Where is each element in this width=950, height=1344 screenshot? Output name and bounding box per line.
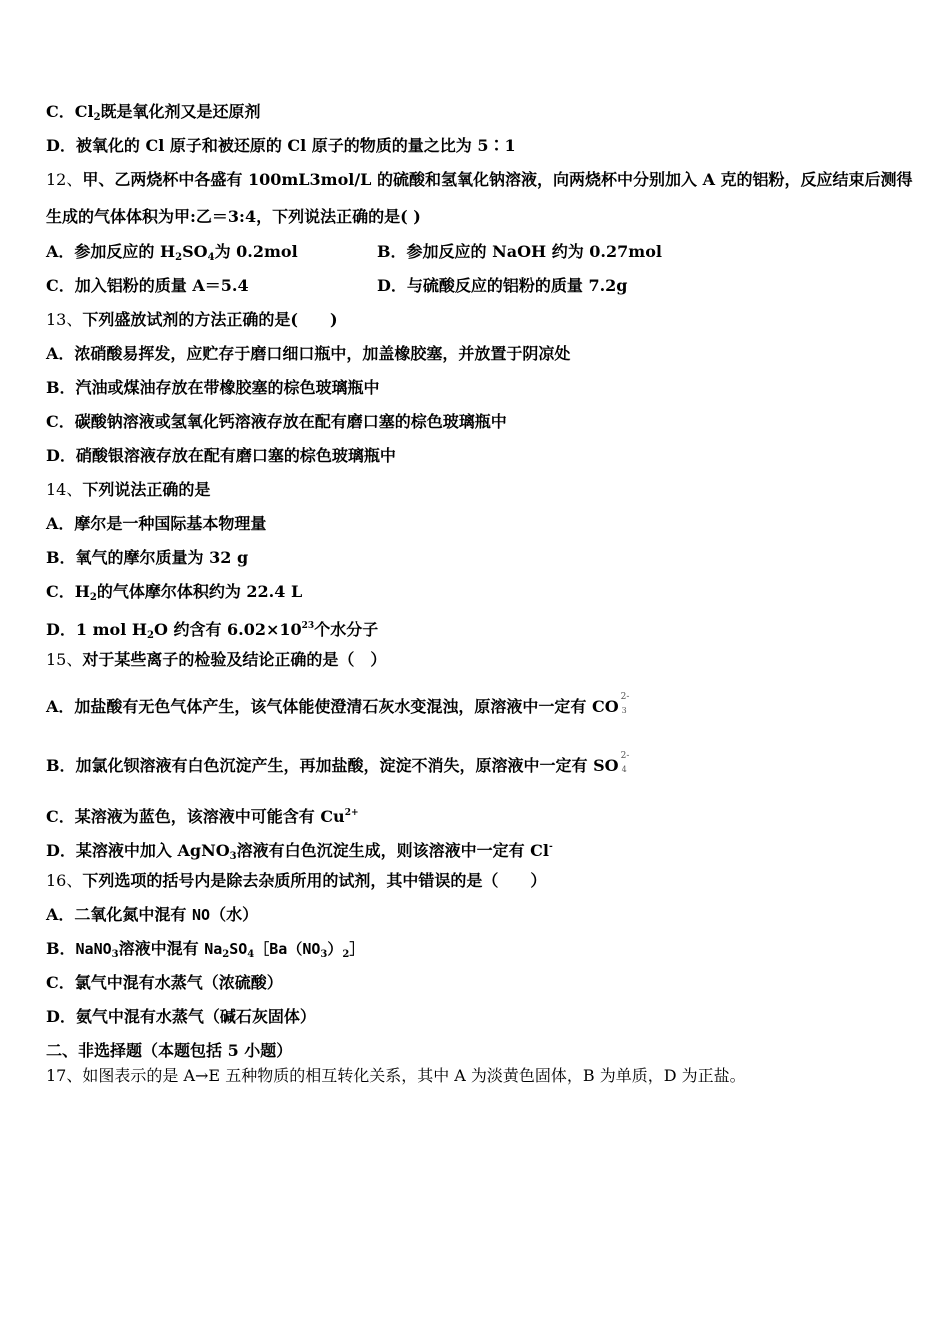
option-text: 加氯化钡溶液有白色沉淀产生，再加盐酸，淀淀不消失，原溶液中一定有 SO — [75, 756, 619, 775]
q15-stem — [46, 649, 386, 671]
option-text: 溶液有白色沉淀生成，则该溶液中一定有 Cl — [236, 841, 549, 860]
option-text: 浓硝酸易挥发，应贮存于磨口细口瓶中，加盖橡胶塞，并放置于阴凉处 — [74, 344, 571, 363]
option-text: 氯气中混有水蒸气（浓硫酸） — [74, 973, 283, 992]
formula-text: H — [74, 582, 90, 601]
q12-option-b — [377, 241, 662, 263]
formula-text: ） — [327, 940, 343, 958]
formula-text: Na — [204, 940, 223, 958]
option-letter: B． — [46, 939, 76, 958]
option-text: O 约含有 6.02×10 — [153, 620, 302, 639]
option-letter: D． — [46, 446, 76, 465]
subscript: 3 — [320, 949, 328, 960]
option-letter: B． — [46, 548, 76, 567]
option-letter: A． — [46, 905, 75, 924]
option-letter: D． — [46, 1007, 76, 1026]
option-letter: C． — [46, 276, 75, 295]
q15-option-d — [46, 836, 553, 868]
option-letter: B． — [377, 242, 407, 261]
q11-option-d — [46, 135, 516, 157]
option-text: 摩尔是一种国际基本物理量 — [74, 514, 267, 533]
formula-text: 1 mol H — [75, 620, 147, 639]
question-stem: 如图表示的是 A→E 五种物质的相互转化关系，其中 A 为淡黄色固体，B 为单质，D 为正盐。 — [82, 1066, 746, 1085]
q14-option-a — [46, 513, 266, 535]
option-letter: D． — [46, 136, 76, 155]
option-text: （水） — [210, 905, 259, 924]
question-stem: 对于某些离子的检验及结论正确的是（ ） — [82, 650, 387, 669]
option-letter: B． — [46, 378, 76, 397]
option-text: 与硫酸反应的铝粉的质量 7.2g — [406, 276, 628, 295]
ion-index: 3 — [621, 706, 627, 715]
option-text: 某溶液为蓝色，该溶液中可能含有 Cu — [74, 807, 345, 826]
option-text: 碳酸钠溶液或氢氧化钙溶液存放在配有磨口塞的棕色玻璃瓶中 — [74, 412, 507, 431]
q13-option-d — [46, 445, 396, 467]
subscript: 2 — [146, 630, 154, 641]
question-number: 12、 — [46, 170, 83, 189]
q13-option-b — [46, 377, 380, 399]
q13-option-a — [46, 343, 570, 365]
q13-option-c — [46, 411, 507, 433]
option-letter: A． — [46, 697, 75, 716]
q12-stem-line1 — [46, 169, 913, 191]
option-text: 汽油或煤油存放在带橡胶塞的棕色玻璃瓶中 — [75, 378, 380, 397]
option-text: 参加反应的 H — [74, 242, 176, 261]
formula-text: ］ — [349, 940, 365, 958]
option-text: 某溶液中加入 AgNO — [75, 841, 230, 860]
q15-option-c — [46, 802, 359, 828]
question-stem: 生成的气体体积为甲:乙＝3:4，下列说法正确的是( ) — [46, 207, 421, 226]
option-text: 硝酸银溶液存放在配有磨口塞的棕色玻璃瓶中 — [75, 446, 396, 465]
formula-text: Cl — [74, 102, 94, 121]
q16-option-c — [46, 972, 283, 994]
option-letter: D． — [46, 620, 76, 639]
option-letter: A． — [46, 344, 75, 363]
option-letter: D． — [377, 276, 407, 295]
q13-stem — [46, 309, 338, 331]
q16-option-a — [46, 904, 258, 926]
option-text: 个水分子 — [314, 620, 379, 639]
q15-option-a — [46, 692, 630, 718]
q14-stem — [46, 479, 210, 501]
subscript: 2 — [93, 112, 101, 123]
option-letter: A． — [46, 514, 75, 533]
option-text: 的气体摩尔体积约为 22.4 L — [96, 582, 303, 601]
option-letter: C． — [46, 412, 75, 431]
q14-option-d — [46, 615, 378, 647]
question-stem: 下列盛放试剂的方法正确的是( ) — [82, 310, 338, 329]
option-text: 氨气中混有水蒸气（碱石灰固体） — [75, 1007, 316, 1026]
q16-stem — [46, 870, 546, 892]
subscript: 2 — [342, 949, 350, 960]
question-number: 15、 — [46, 650, 83, 669]
ion-charge: 2- — [620, 751, 630, 761]
formula-text: ［Ba（NO — [254, 940, 321, 958]
option-letter: B． — [46, 756, 76, 775]
q16-option-b — [46, 938, 364, 966]
option-text: 氧气的摩尔质量为 32 g — [75, 548, 249, 567]
option-text: 为 0.2mol — [214, 242, 298, 261]
formula-text: NaNO — [75, 940, 112, 958]
formula-text: NO — [192, 906, 211, 924]
question-stem: 下列选项的括号内是除去杂质所用的试剂，其中错误的是（ ） — [82, 871, 547, 890]
option-letter: C． — [46, 973, 75, 992]
formula-text: SO — [229, 940, 248, 958]
option-text: 加入铝粉的质量 A＝5.4 — [74, 276, 249, 295]
q15-option-b — [46, 751, 630, 777]
question-number: 17、 — [46, 1066, 83, 1085]
option-text: 被氧化的 Cl 原子和被还原的 Cl 原子的物质的量之比为 5∶1 — [75, 136, 516, 155]
superscript: - — [549, 842, 553, 852]
option-letter: D． — [46, 841, 76, 860]
q12-option-a — [46, 241, 298, 269]
subscript: 2 — [222, 949, 230, 960]
option-text: 既是氧化剂又是还原剂 — [100, 102, 261, 121]
question-stem: 甲、乙两烧杯中各盛有 100mL3mol/L 的硫酸和氢氧化钠溶液，向两烧杯中分别加入 A 克的铝粉，反应结束后测得 — [82, 170, 913, 189]
subscript: 3 — [111, 949, 119, 960]
q16-option-d — [46, 1006, 316, 1028]
ion-charge: 2- — [620, 692, 630, 702]
option-letter: C． — [46, 102, 75, 121]
option-text: 参加反应的 NaOH 约为 0.27mol — [406, 242, 662, 261]
q12-option-d — [377, 275, 628, 297]
q12-stem-line2 — [46, 206, 421, 228]
formula-text: SO — [182, 242, 208, 261]
subscript: 4 — [247, 949, 255, 960]
q11-option-c — [46, 101, 261, 129]
option-letter: C． — [46, 807, 75, 826]
question-number: 16、 — [46, 871, 83, 890]
question-stem: 下列说法正确的是 — [82, 480, 211, 499]
q14-option-b — [46, 547, 248, 569]
superscript: 2+ — [344, 808, 359, 818]
q14-option-c — [46, 581, 302, 609]
subscript: 3 — [229, 851, 237, 862]
option-text: 溶液中混有 — [118, 939, 205, 958]
option-text: 加盐酸有无色气体产生，该气体能使澄清石灰水变混浊，原溶液中一定有 CO — [74, 697, 619, 716]
section-title: 二、非选择题（本题包括 5 小题） — [46, 1041, 293, 1060]
question-number: 13、 — [46, 310, 83, 329]
subscript: 2 — [175, 252, 183, 263]
subscript: 2 — [89, 592, 97, 603]
section-heading — [46, 1040, 292, 1062]
option-letter: C． — [46, 582, 75, 601]
q12-option-c — [46, 275, 249, 297]
subscript: 4 — [207, 252, 215, 263]
q17-stem — [46, 1065, 746, 1087]
option-letter: A． — [46, 242, 75, 261]
ion-index: 4 — [621, 765, 627, 774]
option-text: 二氧化氮中混有 — [74, 905, 192, 924]
question-number: 14、 — [46, 480, 83, 499]
superscript: 23 — [301, 621, 315, 631]
